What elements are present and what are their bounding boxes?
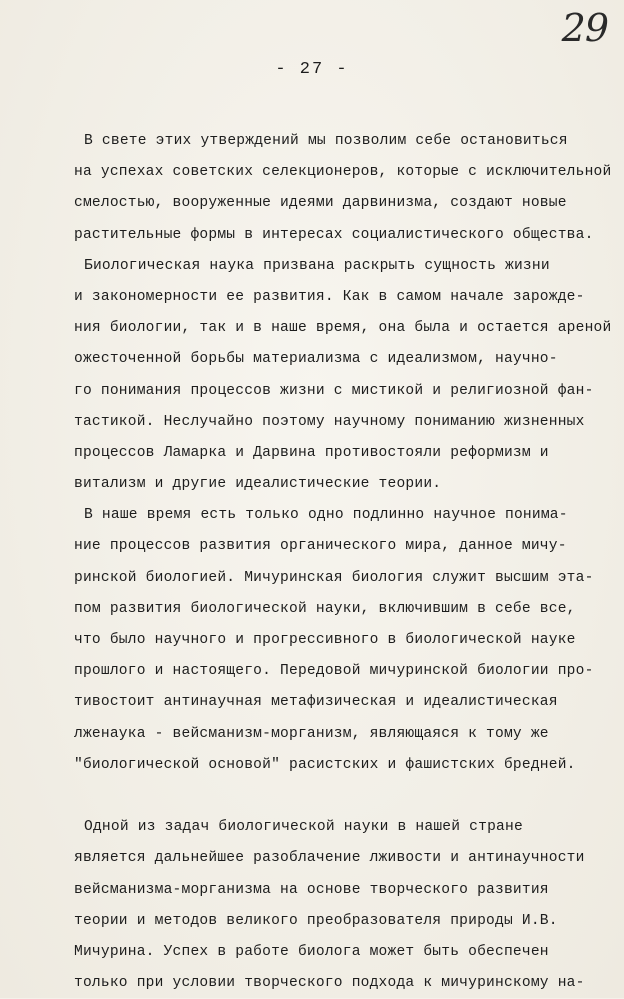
text-line: на успехах советских селекционеров, которые с исключительной bbox=[74, 164, 612, 181]
text-line: является дальнейшее разоблачение лживости и антинаучности bbox=[74, 850, 585, 867]
text-line bbox=[74, 781, 602, 812]
text-line: прошлого и настоящего. Передовой мичуринской биологии про- bbox=[74, 663, 594, 680]
text-line: только при условии творческого подхода к мичуринскому на- bbox=[74, 975, 585, 992]
text-line: вейсманизма-морганизма на основе творческого развития bbox=[74, 881, 549, 898]
text-line: процессов Ламарка и Дарвина противостояли реформизм и bbox=[74, 444, 549, 461]
text-line: пом развития биологической науки, включившим в себе все, bbox=[74, 600, 576, 617]
handwritten-page-number: 29 bbox=[561, 6, 608, 50]
text-line: В наше время есть только одно подлинно научное понима- bbox=[84, 507, 568, 524]
text-line: что было научного и прогрессивного в биологической науке bbox=[74, 632, 576, 648]
text-line: тивостоит антинаучная метафизическая и идеалистическая bbox=[74, 694, 558, 711]
text-line: ожесточенной борьбы материализма с идеализмом, научно- bbox=[74, 351, 558, 368]
text-line: витализм и другие идеалистические теории. bbox=[74, 476, 442, 493]
text-line: ринской биологией. Мичуринская биология служит высшим эта- bbox=[74, 569, 594, 586]
text-line: растительные формы в интересах социалистического общества. bbox=[74, 226, 594, 243]
text-line: лженаука - вейсманизм-морганизм, являющаяся к тому же bbox=[74, 725, 549, 742]
body-text bbox=[74, 126, 612, 999]
text-line: Мичурина. Успех в работе биолога может быть обеспечен bbox=[74, 943, 549, 960]
text-line: "биологической основой" расистских и фашистских бредней. bbox=[74, 756, 576, 773]
text-line: смелостью, вооруженные идеями дарвинизма, создают новые bbox=[74, 195, 567, 212]
text-line: В свете этих утверждений мы позволим себе остановиться bbox=[84, 133, 568, 149]
text-line: ния биологии, так и в наше время, она была и остается ареной bbox=[74, 320, 612, 337]
text-line: Биологическая наука призвана раскрыть сущность жизни bbox=[84, 257, 550, 274]
text-line: тастикой. Неслучайно поэтому научному пониманию жизненных bbox=[74, 413, 585, 430]
text-line: ние процессов развития органического мира, данное мичу- bbox=[74, 538, 567, 555]
text-line: го понимания процессов жизни с мистикой и религиозной фан- bbox=[74, 382, 594, 399]
text-line: теории и методов великого преобразователя природы И.В. bbox=[74, 912, 558, 929]
page-number: - 27 - bbox=[275, 60, 349, 79]
text-line: и закономерности ее развития. Как в самом начале зарожде- bbox=[74, 288, 585, 305]
text-line: Одной из задач биологической науки в нашей стране bbox=[84, 819, 523, 836]
